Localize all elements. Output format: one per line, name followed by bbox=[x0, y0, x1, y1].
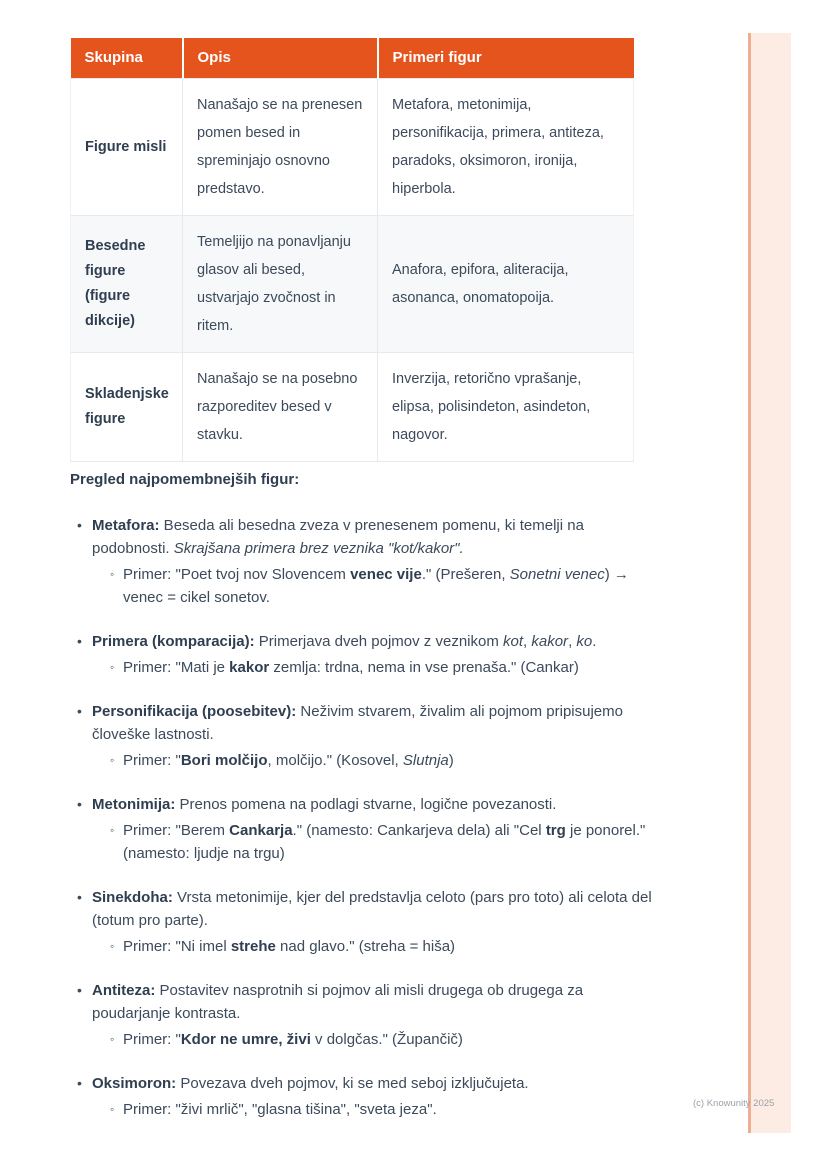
text-segment: kakor bbox=[229, 659, 270, 676]
text-segment: Primer: "Berem bbox=[123, 822, 230, 839]
bullet-marker: • bbox=[77, 889, 82, 905]
text-segment: ." (Prešeren, bbox=[421, 566, 510, 583]
sub-bullet-marker: ◦ bbox=[110, 939, 115, 953]
table-header-skupina: Skupina bbox=[71, 38, 183, 79]
group-cell: Besedne figure (figure dikcije) bbox=[71, 216, 183, 353]
examples-cell: Inverzija, retorično vprašanje, elipsa, polisindeton, asindeton, nagovor. bbox=[378, 353, 634, 462]
list-item-body bbox=[92, 979, 660, 1051]
list-item bbox=[70, 979, 660, 1051]
copyright-footer: (c) Knowunity 2025 bbox=[693, 1098, 775, 1109]
list-item-body bbox=[92, 793, 660, 865]
list-item-body bbox=[92, 1072, 660, 1121]
text-segment: Primer: "Mati je bbox=[123, 659, 230, 676]
text-segment: Kdor ne umre, živi bbox=[180, 1031, 311, 1048]
text-segment: je ponorel." (namesto: ljudje na trgu) bbox=[123, 822, 646, 862]
example-item bbox=[92, 656, 660, 679]
table-row bbox=[71, 79, 634, 216]
table-row bbox=[71, 353, 634, 462]
example-item bbox=[92, 749, 660, 772]
sub-bullet-marker: ◦ bbox=[110, 567, 115, 581]
sub-bullet-marker: ◦ bbox=[110, 1032, 115, 1046]
list-item-body bbox=[92, 514, 660, 609]
list-item bbox=[70, 886, 660, 958]
text-segment: Metafora: bbox=[92, 517, 160, 534]
group-cell: Skladenjske figure bbox=[71, 353, 183, 462]
list-item bbox=[70, 793, 660, 865]
list-item-body bbox=[92, 630, 660, 679]
text-segment: Povezava dveh pojmov, ki se med seboj izključujeta. bbox=[176, 1075, 529, 1092]
group-cell: Figure misli bbox=[71, 79, 183, 216]
example-text bbox=[123, 1028, 463, 1051]
text-segment: Beseda ali besedna zveza v prenesenem pomenu, ki temelji na podobnosti. bbox=[92, 517, 584, 557]
text-segment: kakor bbox=[531, 633, 569, 650]
text-segment: ) bbox=[448, 752, 454, 769]
bullet-marker: • bbox=[77, 796, 82, 812]
table-row bbox=[71, 216, 634, 353]
description-cell: Nanašajo se na posebno razporeditev besed v stavku. bbox=[183, 353, 378, 462]
table-header-opis: Opis bbox=[183, 38, 378, 79]
example-item bbox=[92, 935, 660, 958]
table-header-row bbox=[71, 38, 634, 79]
accent-stripe bbox=[748, 33, 791, 1133]
figures-table bbox=[70, 38, 634, 462]
text-segment: zemlja: trdna, nema in vse prenaša." (Cankar) bbox=[269, 659, 579, 676]
text-segment: Primer: "Ni imel bbox=[123, 938, 231, 955]
text-segment: ) → venec = cikel sonetov. bbox=[123, 566, 629, 606]
text-segment: Oksimoron: bbox=[92, 1075, 177, 1092]
text-segment: venec vije bbox=[350, 566, 422, 583]
figure-definition bbox=[92, 1072, 660, 1095]
text-segment: Postavitev nasprotnih si pojmov ali misli drugega ob drugega za poudarjanje kontrasta. bbox=[92, 982, 584, 1022]
text-segment: Primera (komparacija): bbox=[92, 633, 255, 650]
bullet-marker: • bbox=[77, 982, 82, 998]
sub-bullet-marker: ◦ bbox=[110, 660, 115, 674]
description-cell: Temeljijo na ponavljanju glasov ali besed, ustvarjajo zvočnost in ritem. bbox=[183, 216, 378, 353]
text-segment: Cankarja bbox=[229, 822, 293, 839]
sub-bullet-marker: ◦ bbox=[110, 753, 115, 767]
text-segment: Sinekdoha: bbox=[92, 889, 173, 906]
bullet-marker: • bbox=[77, 517, 82, 533]
text-segment: Sonetni venec bbox=[509, 566, 605, 583]
text-segment: nad glavo." (streha = hiša) bbox=[275, 938, 456, 955]
figures-list bbox=[70, 514, 660, 1121]
text-segment: Prenos pomena na podlagi stvarne, logične povezanosti. bbox=[175, 796, 557, 813]
example-text bbox=[123, 749, 454, 772]
text-segment: Primer: " bbox=[123, 752, 181, 769]
bullet-marker: • bbox=[77, 1075, 82, 1091]
text-segment: strehe bbox=[230, 938, 276, 955]
sub-bullet-marker: ◦ bbox=[110, 1102, 115, 1116]
example-text bbox=[123, 935, 455, 958]
text-segment: . bbox=[592, 633, 597, 650]
section-heading: Pregled najpomembnejših figur: bbox=[70, 471, 300, 488]
example-text bbox=[123, 819, 660, 865]
example-item bbox=[92, 819, 660, 865]
example-item bbox=[92, 563, 660, 609]
text-segment: Slutnja bbox=[402, 752, 449, 769]
text-segment: ko bbox=[576, 633, 593, 650]
text-segment: v dolgčas." (Župančič) bbox=[310, 1031, 463, 1048]
figure-definition bbox=[92, 514, 660, 560]
example-item bbox=[92, 1028, 660, 1051]
text-segment: Vrsta metonimije, kjer del predstavlja celoto (pars pro toto) ali celota del (totum pro parte). bbox=[92, 889, 652, 929]
list-item-body bbox=[92, 700, 660, 772]
text-segment: Primerjava dveh pojmov z veznikom bbox=[254, 633, 504, 650]
figure-definition bbox=[92, 630, 660, 653]
example-text bbox=[123, 563, 660, 609]
examples-cell: Anafora, epifora, aliteracija, asonanca, onomatopoija. bbox=[378, 216, 634, 353]
list-item bbox=[70, 1072, 660, 1121]
bullet-marker: • bbox=[77, 703, 82, 719]
text-segment: ." (namesto: Cankarjeva dela) ali "Cel bbox=[292, 822, 546, 839]
text-segment: kot bbox=[503, 633, 524, 650]
text-segment: , bbox=[568, 633, 577, 650]
text-segment: Antiteza: bbox=[92, 982, 156, 999]
examples-cell: Metafora, metonimija, personifikacija, primera, antiteza, paradoks, oksimoron, ironija, hiperbola. bbox=[378, 79, 634, 216]
figure-definition bbox=[92, 979, 660, 1025]
example-item bbox=[92, 1098, 660, 1121]
example-text bbox=[123, 656, 579, 679]
figure-definition bbox=[92, 793, 660, 816]
text-segment: , molčijo." (Kosovel, bbox=[267, 752, 403, 769]
sub-bullet-marker: ◦ bbox=[110, 823, 115, 837]
list-item-body bbox=[92, 886, 660, 958]
list-item bbox=[70, 700, 660, 772]
bullet-marker: • bbox=[77, 633, 82, 649]
text-segment: Skrajšana primera brez veznika "kot/kakor". bbox=[173, 540, 464, 557]
text-segment: Neživim stvarem, živalim ali pojmom pripisujemo človeške lastnosti. bbox=[92, 703, 623, 743]
text-segment: Primer: "živi mrlič", "glasna tišina", "sveta jeza". bbox=[123, 1101, 437, 1118]
text-segment: Personifikacija (poosebitev): bbox=[92, 703, 297, 720]
text-segment: trg bbox=[545, 822, 566, 839]
description-cell: Nanašajo se na prenesen pomen besed in spreminjajo osnovno predstavo. bbox=[183, 79, 378, 216]
example-text bbox=[123, 1098, 437, 1121]
table-header-primeri-figur: Primeri figur bbox=[378, 38, 634, 79]
text-segment: , bbox=[523, 633, 532, 650]
text-segment: Primer: " bbox=[123, 1031, 181, 1048]
list-item bbox=[70, 514, 660, 609]
text-segment: Bori molčijo bbox=[180, 752, 268, 769]
text-segment: Metonimija: bbox=[92, 796, 176, 813]
figure-definition bbox=[92, 886, 660, 932]
text-segment: Primer: "Poet tvoj nov Slovencem bbox=[123, 566, 351, 583]
figure-definition bbox=[92, 700, 660, 746]
list-item bbox=[70, 630, 660, 679]
